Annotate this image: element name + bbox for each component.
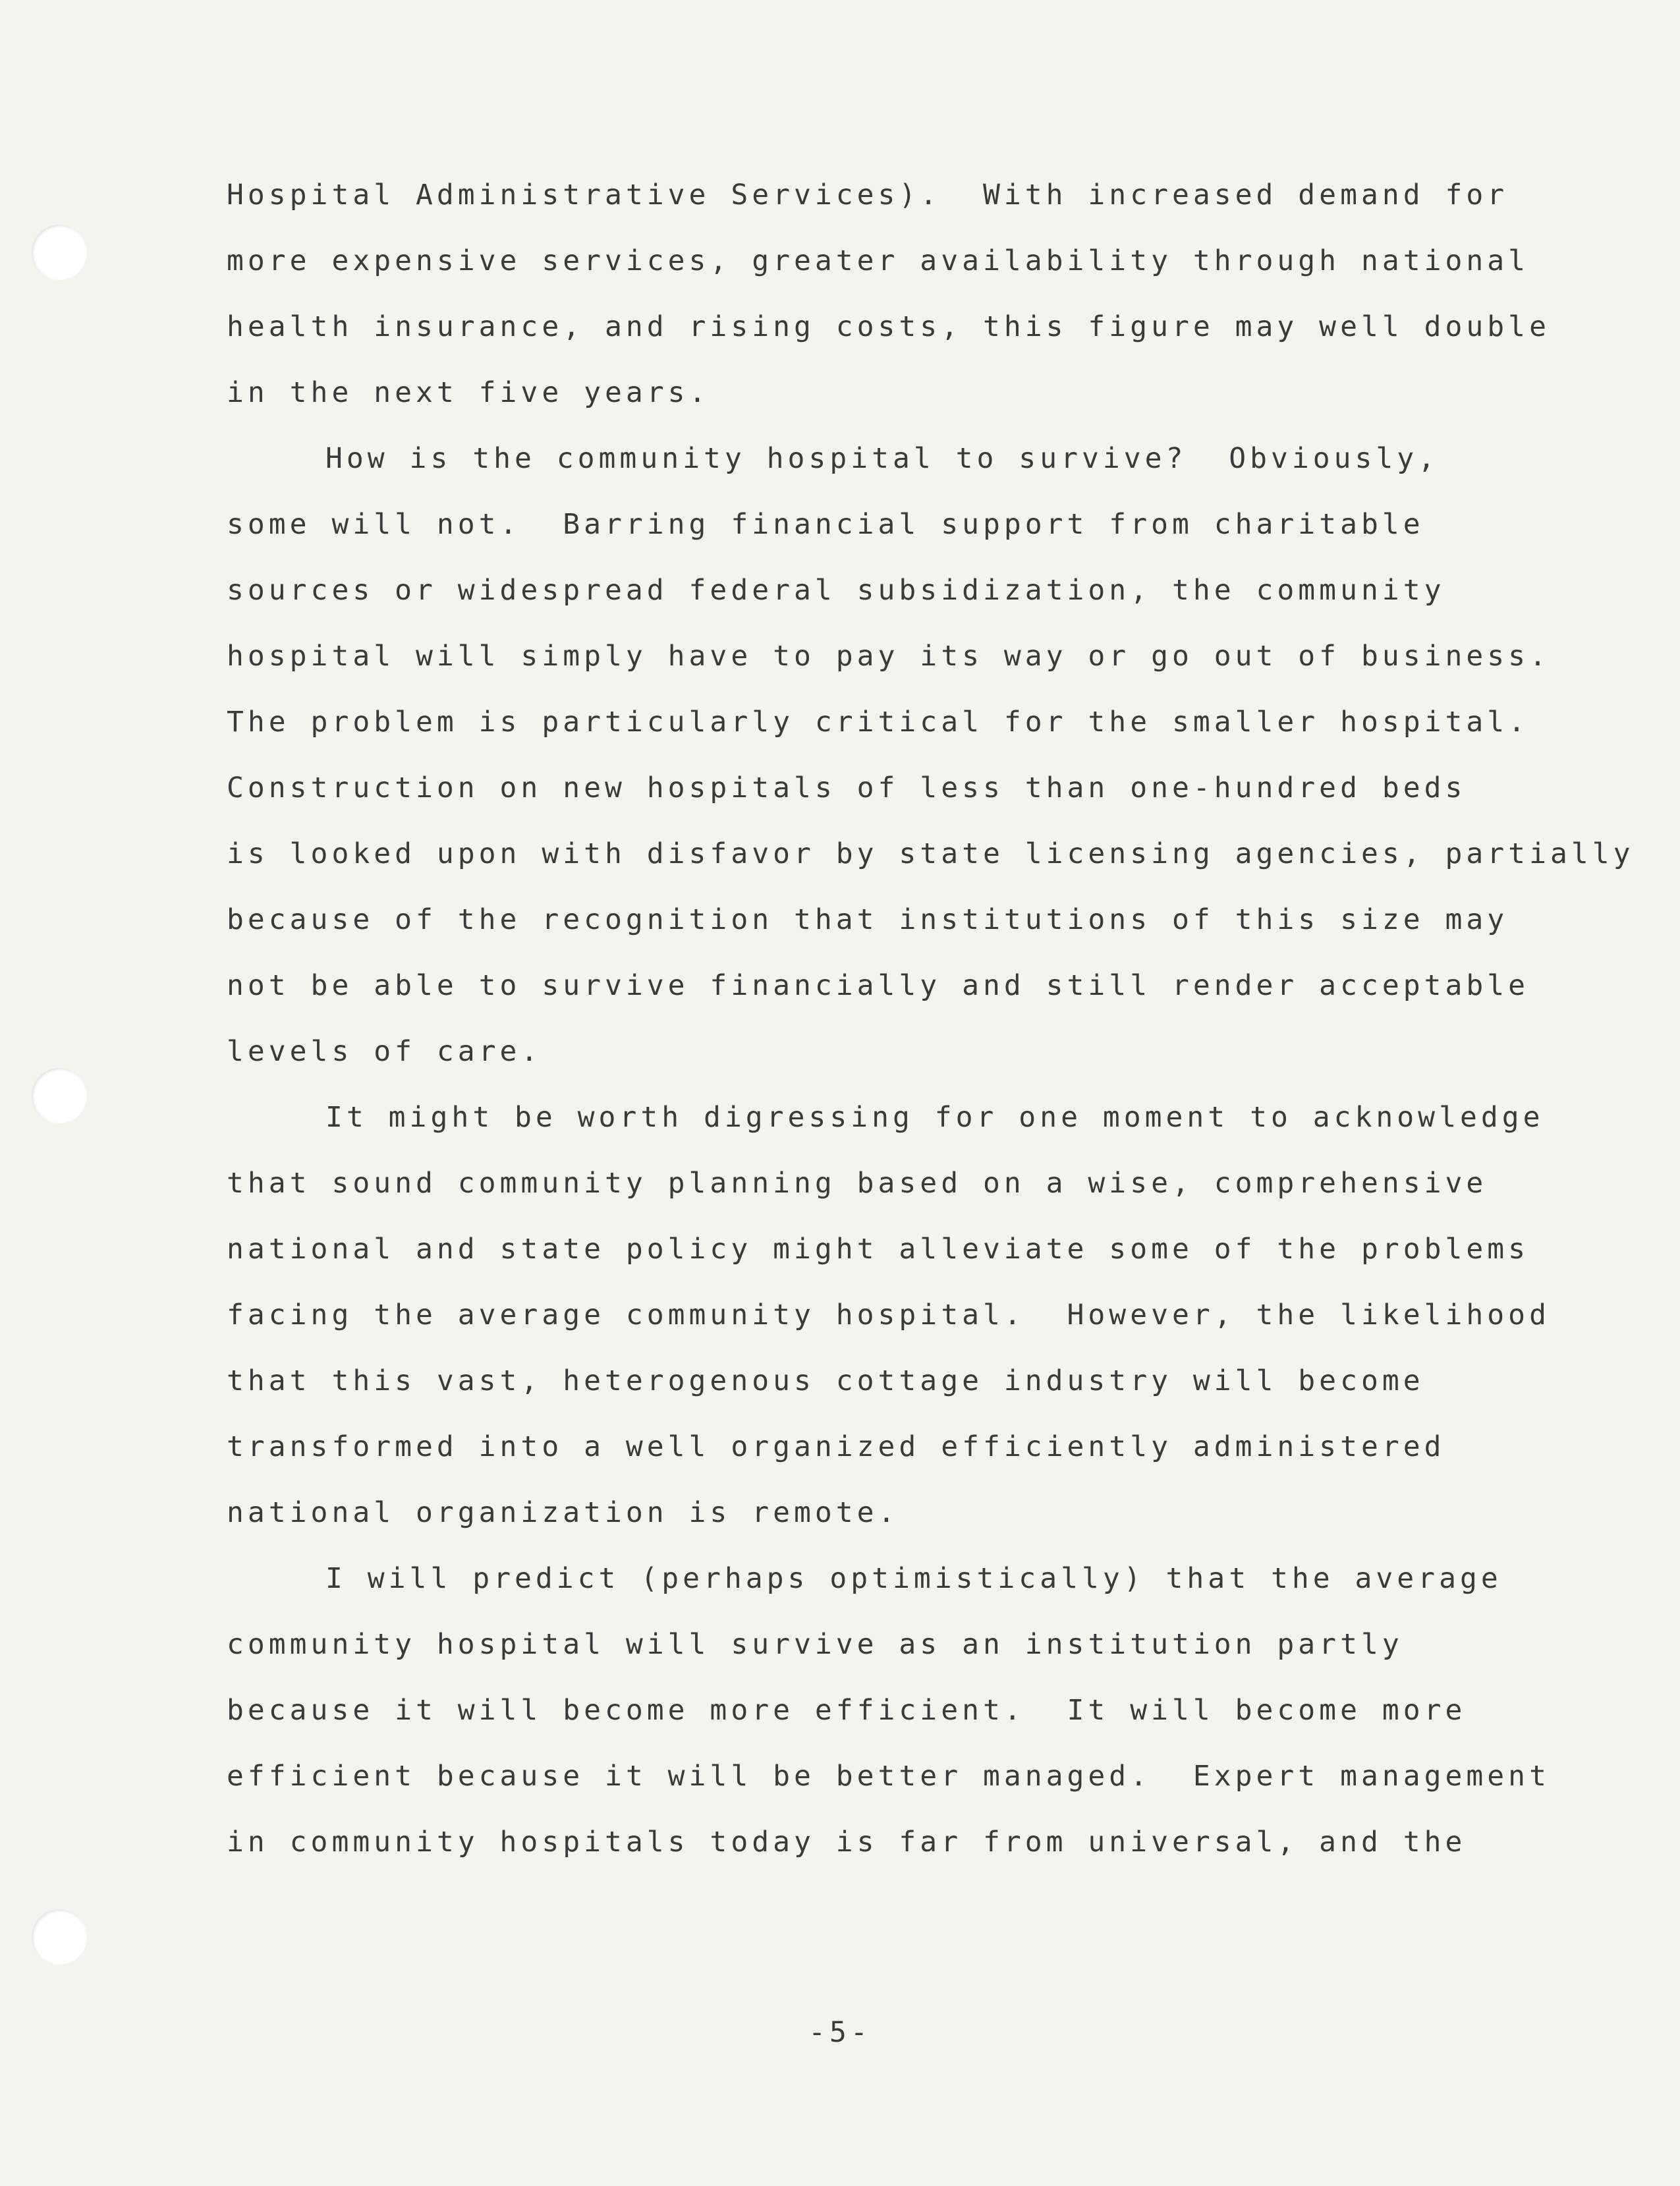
text-line: more expensive services, greater availability through national bbox=[227, 244, 1530, 277]
text-line: levels of care. bbox=[227, 1035, 542, 1068]
text-line: Construction on new hospitals of less than one-hundred beds bbox=[227, 771, 1467, 804]
text-line: facing the average community hospital. However, the likelihood bbox=[227, 1299, 1550, 1331]
text-line: How is the community hospital to survive? Obviously, bbox=[325, 442, 1440, 475]
text-line: because it will become more efficient. It will become more bbox=[227, 1694, 1467, 1727]
text-line: It might be worth digressing for one moment to acknowledge bbox=[325, 1101, 1544, 1134]
paragraph-3 bbox=[227, 1084, 1564, 1546]
text-line: because of the recognition that institutions of this size may bbox=[227, 903, 1509, 936]
body-text bbox=[227, 162, 1635, 1875]
punch-hole bbox=[32, 1068, 87, 1123]
text-line: sources or widespread federal subsidization, the community bbox=[227, 574, 1445, 607]
text-line: Hospital Administrative Services). With increased demand for bbox=[227, 179, 1509, 211]
text-line: I will predict (perhaps optimistically) that the average bbox=[325, 1562, 1502, 1595]
text-line: that sound community planning based on a wise, comprehensive bbox=[227, 1167, 1488, 1200]
text-line: transformed into a well organized efficiently administered bbox=[227, 1430, 1445, 1463]
text-line: efficient because it will be better managed. Expert management bbox=[227, 1760, 1550, 1793]
text-line: not be able to survive financially and still render acceptable bbox=[227, 969, 1530, 1002]
text-line: community hospital will survive as an institution partly bbox=[227, 1628, 1403, 1661]
text-line: that this vast, heterogenous cottage industry will become bbox=[227, 1364, 1424, 1397]
punch-hole bbox=[32, 225, 87, 280]
text-line: some will not. Barring financial support from charitable bbox=[227, 508, 1424, 541]
text-line: health insurance, and rising costs, this figure may well double bbox=[227, 310, 1550, 343]
text-line: national and state policy might alleviate some of the problems bbox=[227, 1233, 1530, 1266]
text-line: in the next five years. bbox=[227, 376, 710, 409]
page-number: -5- bbox=[808, 2016, 872, 2049]
paragraph-2 bbox=[227, 426, 1635, 1084]
text-line: is looked upon with disfavor by state licensing agencies, partially bbox=[227, 837, 1635, 870]
text-line: national organization is remote. bbox=[227, 1496, 899, 1529]
text-line: The problem is particularly critical for the smaller hospital. bbox=[227, 706, 1530, 739]
text-line: hospital will simply have to pay its way or go out of business. bbox=[227, 640, 1550, 673]
paragraph-4 bbox=[227, 1546, 1564, 1875]
paragraph-1 bbox=[227, 162, 1564, 426]
text-line: in community hospitals today is far from universal, and the bbox=[227, 1826, 1467, 1859]
punch-hole bbox=[32, 1909, 87, 1965]
